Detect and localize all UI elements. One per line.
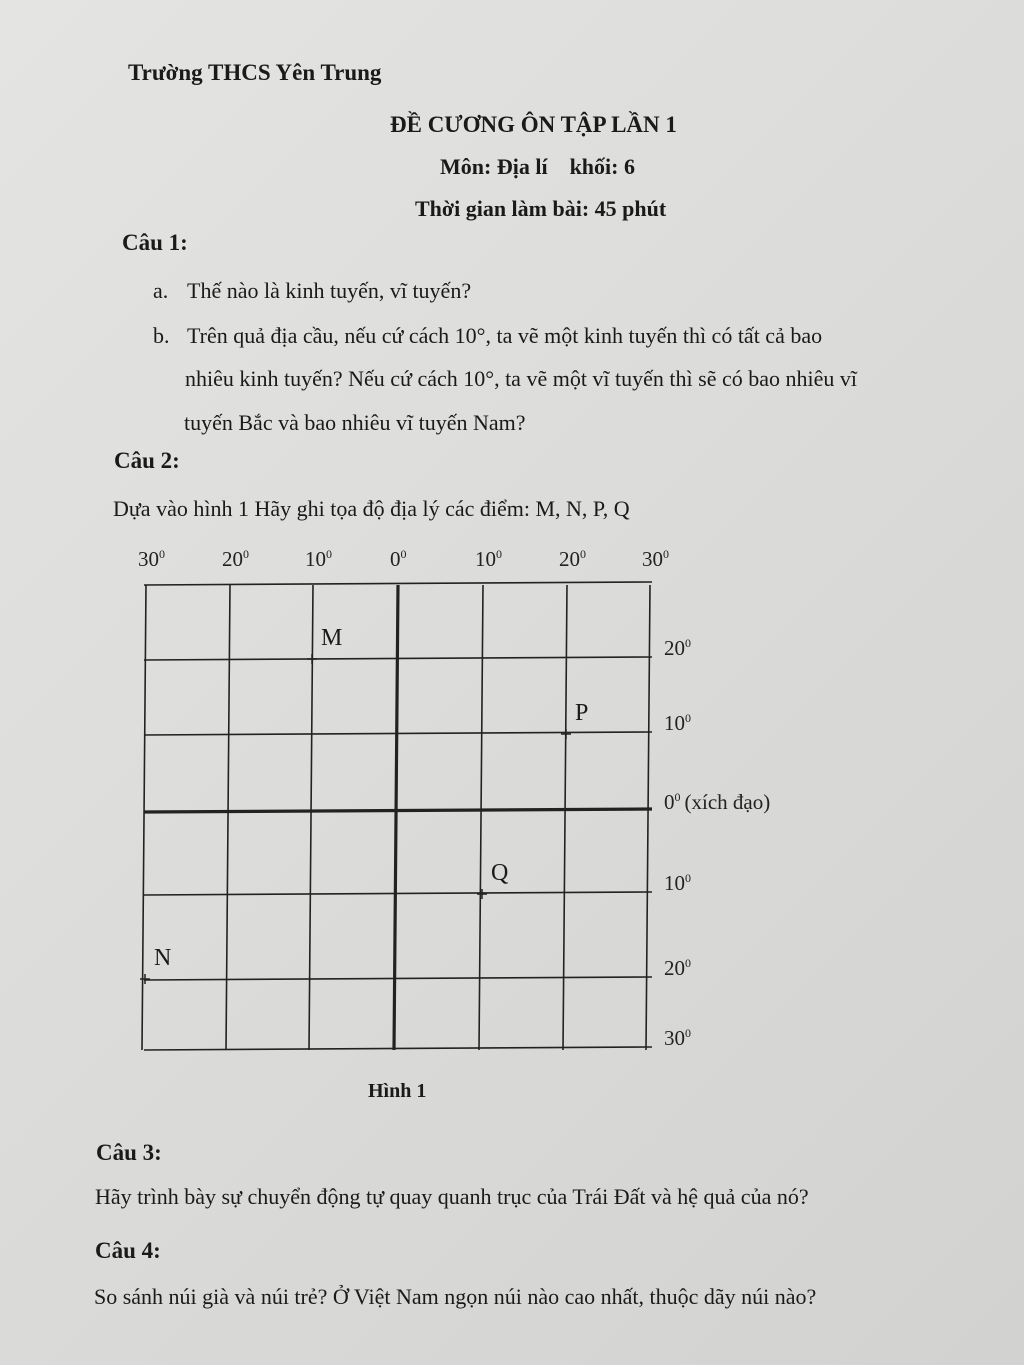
degree-mark: 0 [674,790,681,804]
longitude-label: $10^0$ [475,547,502,571]
degree-mark: 0 [326,547,332,561]
degree-mark: 0 [663,547,669,561]
longitude-labels [138,547,669,571]
meridian-line [226,585,230,1050]
q3-text: Hãy trình bày sự chuyển động tự quay quanh trục của Trái Đất và hệ quả của nó? [95,1184,809,1209]
longitude-label: $20^0$ [559,547,586,571]
meridian-line [563,585,567,1050]
meridian-line [309,585,313,1050]
degree-mark: 0 [685,956,691,970]
degree-mark: 0 [580,547,586,561]
degree-mark: 0 [496,547,502,561]
parallel-line [144,892,652,895]
degree-mark: 0 [243,547,249,561]
latitude-labels [664,636,770,1050]
q3-heading: Câu 3: [96,1140,162,1165]
q2-text: Dựa vào hình 1 Hãy ghi tọa độ địa lý các điểm: M, N, P, Q [113,496,630,521]
q1-b-line2: nhiêu kinh tuyến? Nếu cứ cách 10°, ta vẽ một vĩ tuyến thì sẽ có bao nhiêu vĩ [185,366,857,391]
degree-mark: 0 [400,547,407,561]
parallel-line [144,1047,652,1050]
meridian-line [142,585,146,1050]
q1-item-b [153,323,822,349]
q1-a-text: Thế nào là kinh tuyến, vĩ tuyến? [187,278,472,303]
longitude-label: $10^0$ [305,547,332,571]
latitude-label: $10^0$ [664,711,691,735]
degree-mark: 0 [159,547,165,561]
latitude-label: $20^0$ [664,956,691,980]
longitude-label: $0^0$ [390,547,407,571]
parallel-line [144,977,652,980]
latitude-label: $30^0$ [664,1026,691,1050]
parallel-line [144,582,652,585]
degree-mark: 0 [685,636,691,650]
point-label-m: M [321,625,343,651]
q1-b-mark: b. [153,323,170,348]
degree-mark: 0 [685,1026,691,1040]
parallel-line [144,732,652,735]
duration: Thời gian làm bài: 45 phút [415,196,667,221]
point-label-p: P [575,700,589,726]
latitude-label: $20^0$ [664,636,691,660]
q4-text: So sánh núi già và núi trẻ? Ở Việt Nam ngọn núi nào cao nhất, thuộc dãy núi nào? [94,1284,817,1309]
point-label-q: Q [491,860,509,886]
degree-mark: 0 [685,711,691,725]
prime-meridian-line [394,585,398,1050]
subject-line [440,154,635,180]
q1-b-line3: tuyến Bắc và bao nhiêu vĩ tuyến Nam? [184,410,526,435]
document-title: ĐỀ CƯƠNG ÔN TẬP LẦN 1 [390,112,677,137]
q1-item-a [153,278,471,304]
grid-lines [142,582,652,1050]
longitude-label: $30^0$ [138,547,165,571]
meridian-line [479,585,483,1050]
meridian-line [646,585,650,1050]
latitude-label: $0^0$ (xích đạo) [664,790,771,814]
grid-points [140,625,588,984]
q1-b-line1: Trên quả địa cầu, nếu cứ cách 10°, ta vẽ một kinh tuyến thì có tất cả bao [187,323,823,348]
longitude-label: $20^0$ [222,547,249,571]
q1-heading: Câu 1: [122,230,188,255]
equator-line [144,809,652,812]
parallel-line [144,657,652,660]
q4-heading: Câu 4: [95,1238,161,1263]
q1-a-mark: a. [153,278,169,303]
degree-mark: 0 [685,871,691,885]
school-name: Trường THCS Yên Trung [128,60,382,85]
grade: khối: 6 [569,154,635,179]
point-label-n: N [154,945,172,971]
equator-note: (xích đạo) [684,790,771,814]
figure-caption: Hình 1 [368,1080,427,1102]
latitude-label: $10^0$ [664,871,691,895]
longitude-label: $30^0$ [642,547,669,571]
subject: Môn: Địa lí [440,154,548,179]
q2-heading: Câu 2: [114,448,180,473]
